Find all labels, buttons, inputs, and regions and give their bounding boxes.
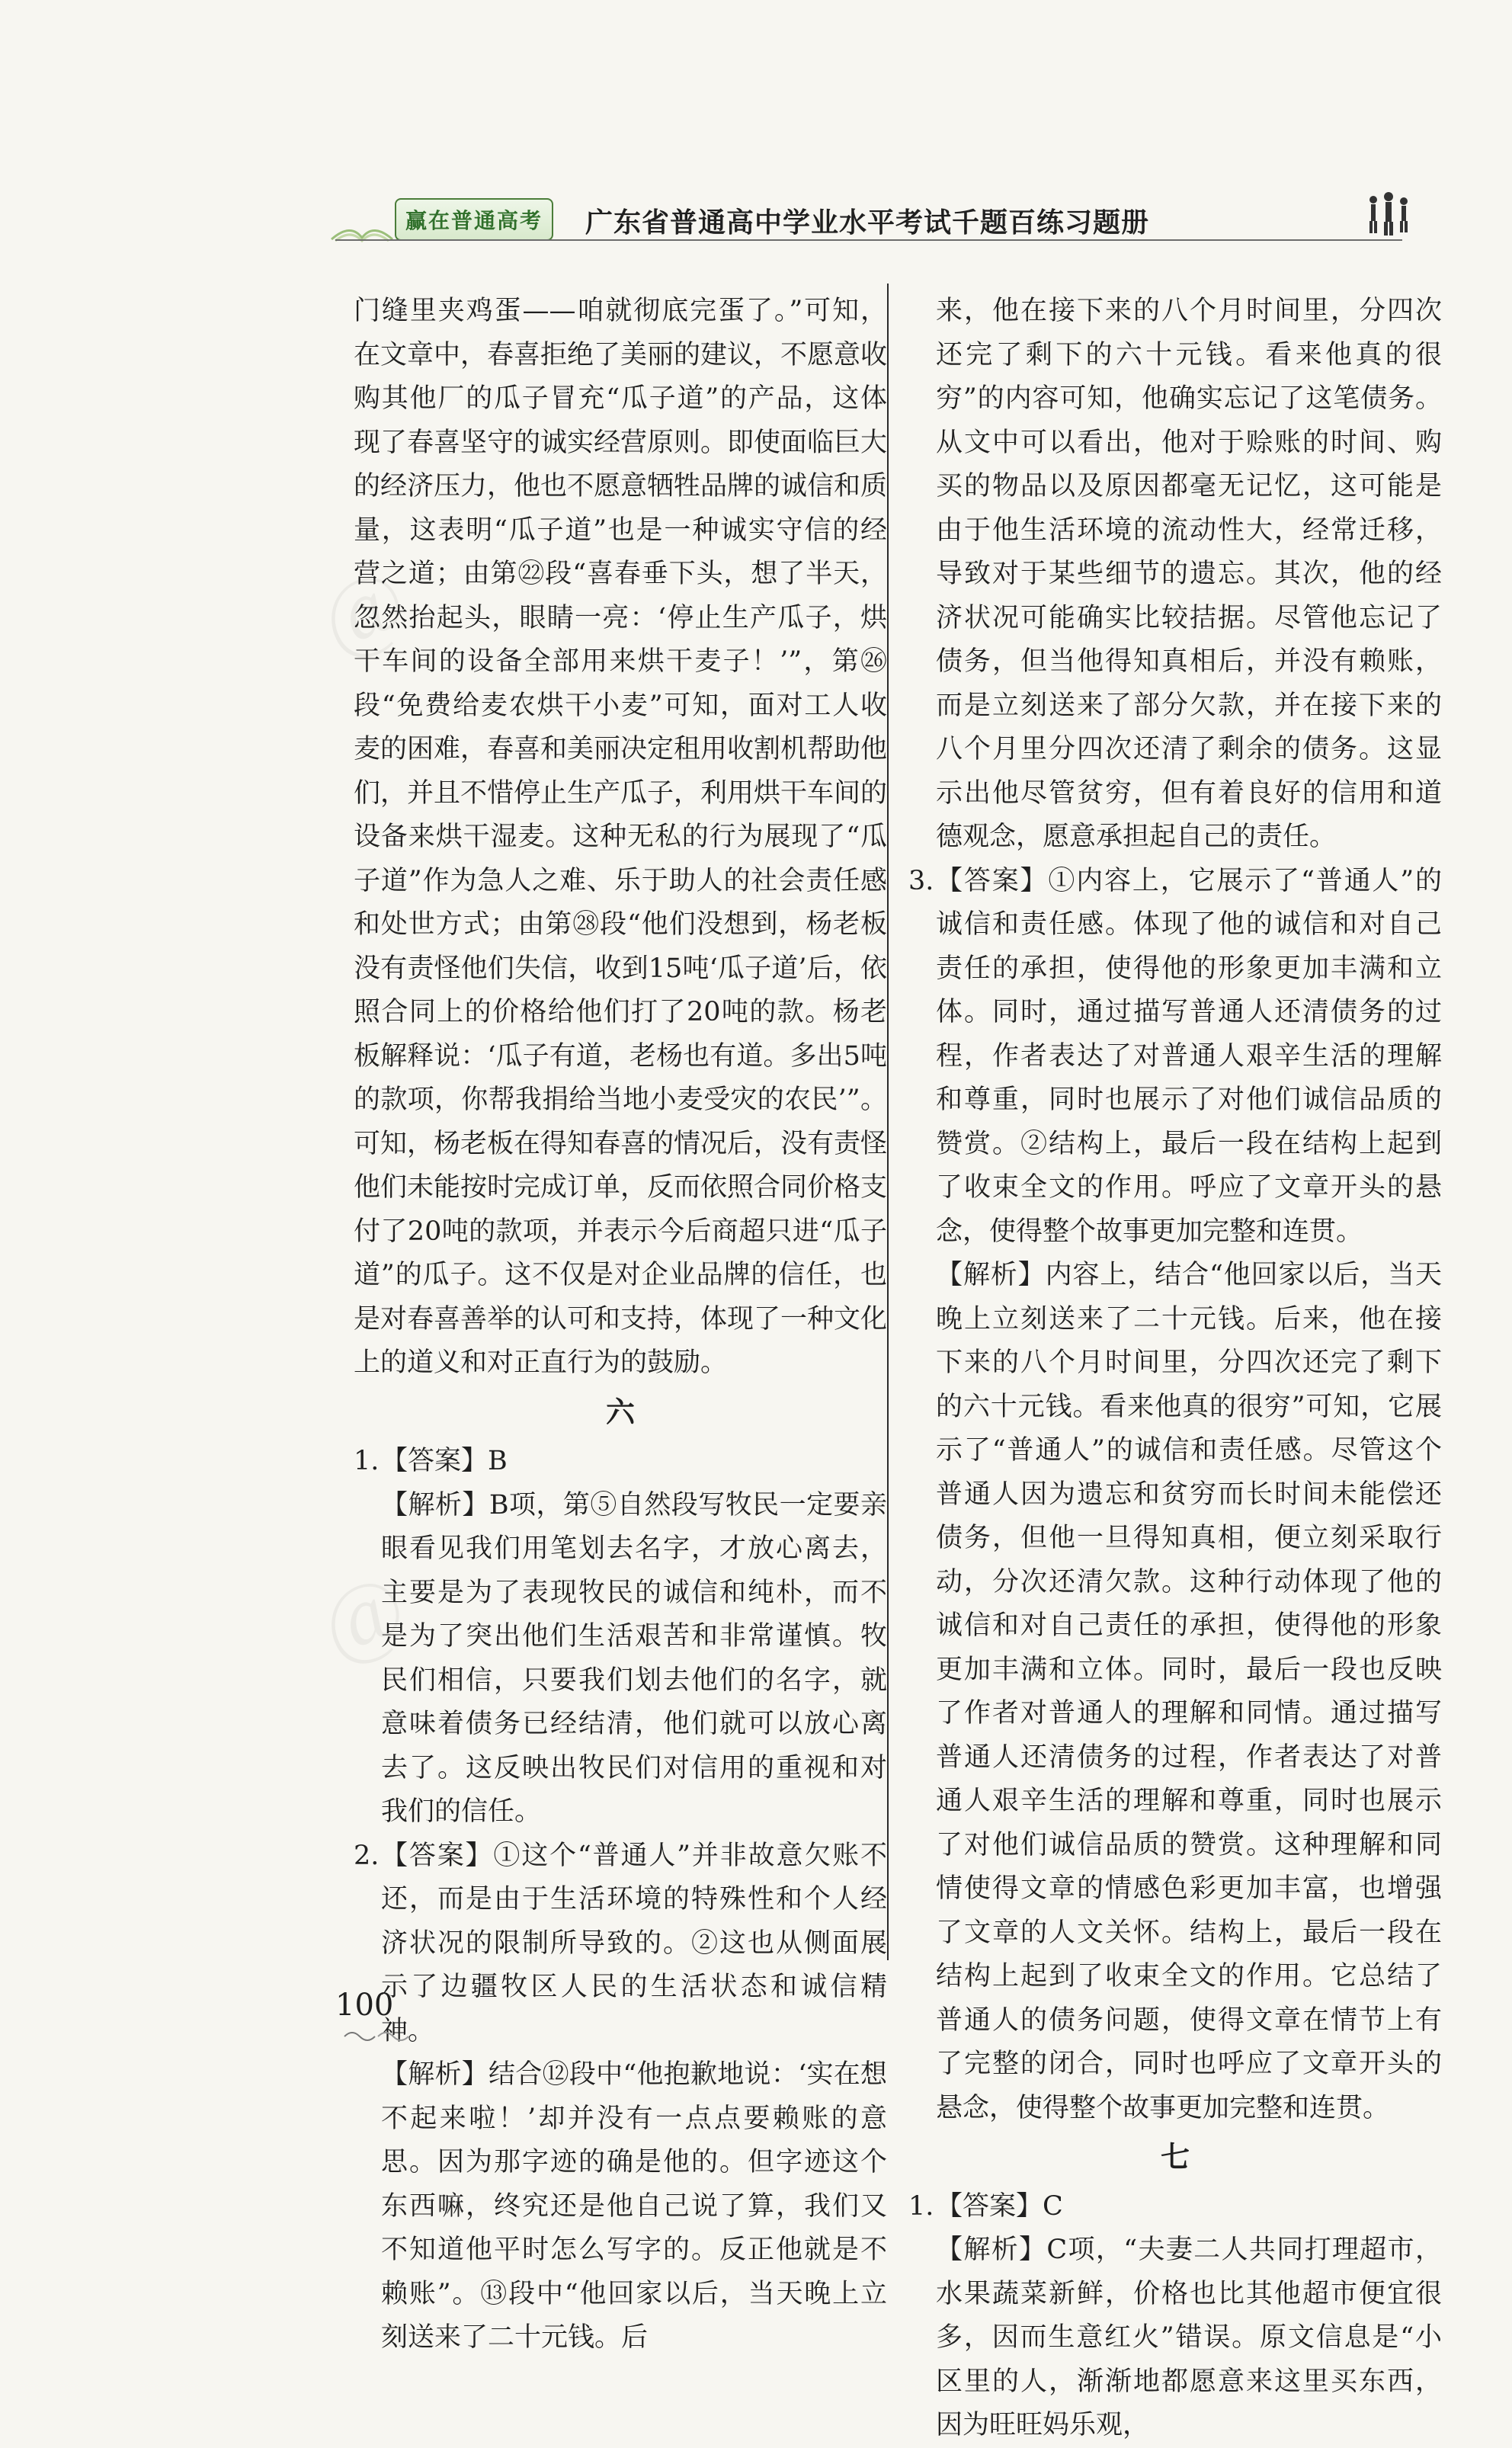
question-item: [354, 1440, 887, 1834]
page-header: [335, 200, 1418, 253]
column-divider: [887, 284, 889, 1960]
watermark: ＠: [307, 1560, 422, 1683]
question-item: [908, 2185, 1442, 2448]
watermark: ＠: [307, 554, 422, 677]
header-rule: [335, 239, 1402, 241]
answer-text: 【答案】①这个“普通人”并非故意欠账不还，而是由于生活环境的特殊性和个人经济状况的限制所导致的。②这也从侧面展示了边疆牧区人民的生活状态和诚信精神。: [381, 1840, 887, 2046]
right-column: [908, 290, 1442, 2448]
analysis-text: 【解析】结合⑫段中“他抱歉地说：‘实在想不起来啦！’却并没有一点点要赖账的意思。因为那字迹的确是他的。但字迹这个东西嘛，终究还是他自己说了算，我们又不知道他平时怎么写字的。反正他就是不赖账”。⑬段中“他回家以后，当天晚上立刻送来了二十元钱。后: [381, 2059, 887, 2353]
question-number: 3.: [908, 865, 934, 896]
question-number: 1.: [908, 2190, 934, 2222]
left-intro-paragraph: 门缝里夹鸡蛋——咱就彻底完蛋了。”可知，在文章中，春喜拒绝了美丽的建议，不愿意收购其他厂的瓜子冒充“瓜子道”的产品，这体现了春喜坚守的诚实经营原则。即使面临巨大的经济压力，他也不愿意牺牲品牌的诚信和质量，这表明“瓜子道”也是一种诚实守信的经营之道；由第㉒段“喜春垂下头，想了半天，忽然抬起头，眼睛一亮：‘停止生产瓜子，烘干车间的设备全部用来烘干麦子！’”，第㉖段“免费给麦农烘干小麦”可知，面对工人收麦的困难，春喜和美丽决定租用收割机帮助他们，并且不惜停止生产瓜子，利用烘干车间的设备来烘干湿麦。这种无私的行为展现了“瓜子道”作为急人之难、乐于助人的社会责任感和处世方式；由第㉘段“他们没想到，杨老板没有责怪他们失信，收到15吨‘瓜子道’后，依照合同上的价格给他们打了20吨的款。杨老板解释说：‘瓜子有道，老杨也有道。多出5吨的款项，你帮我捐给当地小麦受灾的农民’”。可知，杨老板在得知春喜的情况后，没有责怪他们未能按时完成订单，反而依照合同价格支付了20吨的款项，并表示今后商超只进“瓜子道”的瓜子。这不仅是对企业品牌的信任，也是对春喜善举的认可和支持，体现了一种文化上的道义和对正直行为的鼓励。: [354, 296, 888, 1378]
analysis-text: 【解析】C项，“夫妻二人共同打理超市，水果蔬菜新鲜，价格也比其他超市便宜很多，因而生意红火”错误。原文信息是“小区里的人，渐渐地都愿意来这里买东西，因为旺旺妈乐观，: [936, 2235, 1442, 2440]
answer-text: 【答案】C: [936, 2190, 1063, 2222]
answer-text: 【答案】①内容上，它展示了“普通人”的诚信和责任感。体现了他的诚信和对自己责任的承担，使得他的形象更加丰满和立体。同时，通过描写普通人还清债务的过程，作者表达了对普通人艰辛生活的理解和尊重，同时也展示了对他们诚信品质的赞赏。②结构上，最后一段在结构上起到了收束全文的作用。呼应了文章开头的悬念，使得整个故事更加完整和连贯。: [936, 865, 1442, 1247]
section-heading-seven: 七: [1160, 2139, 1190, 2174]
analysis-text: 【解析】B项，第⑤自然段写牧民一定要亲眼看见我们用笔划去名字，才放心离去，主要是为了表现牧民的诚信和纯朴，而不是为了突出他们生活艰苦和非常谨慎。牧民们相信，只要我们划去他们的名字，就意味着债务已经结清，他们就可以放心离去了。这反映出牧民们对信用的重视和对我们的信任。: [381, 1489, 887, 1827]
page-number: 100: [335, 1988, 394, 2023]
analysis-text: 【解析】内容上，结合“他回家以后，当天晚上立刻送来了二十元钱。后来，他在接下来的八个月时间里，分四次还完了剩下的六十元钱。看来他真的很穷”可知，它展示了“普通人”的诚信和责任感。尽管这个普通人因为遗忘和贫穷而长时间未能偿还债务，但他一旦得知真相，便立刻采取行动，分次还清欠款。这种行动体现了他的诚信和对自己责任的承担，使得他的形象更加丰满和立体。同时，最后一段也反映了作者对普通人的理解和同情。通过描写普通人还清债务的过程，作者表达了对普通人艰辛生活的理解和尊重，同时也展示了对他们诚信品质的赞赏。这种理解和同情使得文章的情感色彩更加丰富，也增强了文章的人文关怀。结构上，最后一段在结构上起到了收束全文的作用。它总结了普通人的债务问题，使得文章在情节上有了完整的闭合，同时也呼应了文章开头的悬念，使得整个故事更加完整和连贯。: [936, 1260, 1442, 2123]
book-title: 广东省普通高中学业水平考试千题百练习题册: [585, 207, 1150, 239]
question-item: [908, 860, 1442, 2131]
section-heading-six: 六: [605, 1394, 635, 1429]
analysis-continued-text: 来，他在接下来的八个月时间里，分四次还完了剩下的六十元钱。看来他真的很穷”的内容可知，他确实忘记了这笔债务。从文中可以看出，他对于赊账的时间、购买的物品以及原因都毫无记忆，这可能是由于他生活环境的流动性大，经常迁移，导致对于某些细节的遗忘。其次，他的经济状况可能确实比较拮据。尽管他忘记了债务，但当他得知真相后，并没有赖账，而是立刻送来了部分欠款，并在接下来的八个月里分四次还清了剩余的债务。这显示出他尽管贫穷，但有着良好的信用和道德观念，愿意承担起自己的责任。: [936, 296, 1442, 852]
question-number: 1.: [354, 1446, 380, 1476]
brand-logo: 赢在普通高考: [395, 198, 553, 241]
question-number: 2.: [354, 1840, 380, 1871]
answer-text: 【答案】B: [381, 1446, 508, 1476]
left-column: [354, 290, 887, 2360]
footer-wave-icon: [343, 2027, 412, 2043]
runners-icon: [1363, 192, 1416, 238]
question-item: [354, 1834, 887, 2360]
question-item-continued: [908, 290, 1442, 860]
